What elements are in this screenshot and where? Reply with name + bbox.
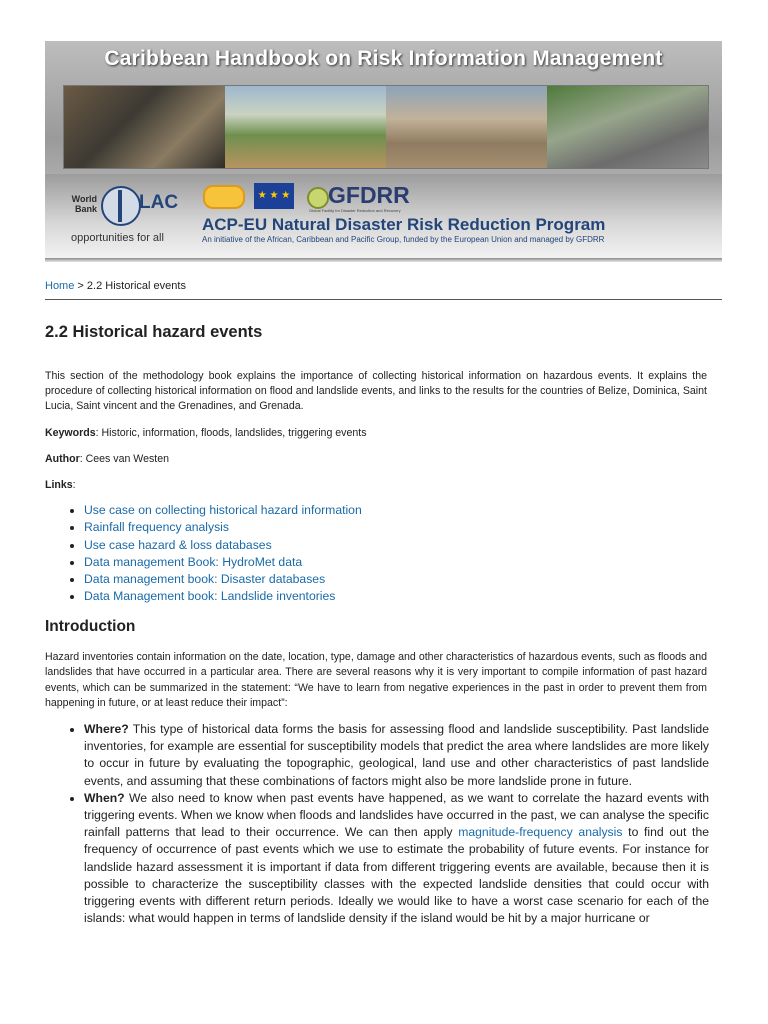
where-text: This type of historical data forms the basis for assessing flood and landslide susceptibility. Past landslide inventories, for example are essential for susceptibility models that predict the area where landslides are more likely to occur in future by evaluating the topographic, geological, land use and other characteristics of past landslide events, and assuming that these combinations of factors might also be more landslide prone in future. [84, 722, 709, 788]
list-item [84, 721, 709, 790]
keywords-label: Keywords [45, 427, 96, 439]
when-label: When? [84, 790, 125, 805]
world-bank-globe-icon [101, 186, 141, 226]
links-list [45, 502, 362, 606]
links-line [45, 479, 76, 491]
banner-shadow [45, 258, 722, 262]
breadcrumb-current: 2.2 Historical events [86, 280, 186, 292]
gfdrr-emblem-icon [307, 187, 329, 209]
list-item [84, 519, 362, 536]
disaster-photo [547, 86, 708, 168]
when-text-2: to find out the frequency of occurrence of past events which we use to estimate the probability of future events. For instance for landslide hazard assessment it is important if data from different triggering events are available, because then it is possible to characterize the susceptibility classes with the expected landslide densities that could occur with triggering events with different return periods. Ideally we would like to have a worst case scenario for each of the islands: what would happen in terms of landslide density if the island would be hit by a major hurricane or [84, 825, 710, 926]
links-label-suffix: : [72, 479, 76, 491]
page-title: 2.2 Historical hazard events [45, 323, 263, 341]
gfdrr-subtitle: Global Facility for Disaster Reduction and Recovery [309, 208, 401, 213]
banner-logos [45, 174, 722, 258]
disaster-photo [225, 86, 386, 168]
magnitude-frequency-link[interactable]: magnitude-frequency analysis [458, 825, 623, 840]
banner-title: Caribbean Handbook on Risk Information Management [104, 47, 663, 70]
introduction-heading: Introduction [45, 618, 136, 635]
introduction-bullets [45, 721, 709, 927]
breadcrumb-divider [45, 299, 722, 300]
introduction-paragraph: Hazard inventories contain information on the date, location, type, damage and other characteristics of hazardous events, such as floods and landslides that have occurred in a particular area. There are several reasons why it is very important to compile information of past hazard events, which can be summarized in the statement: “We have to learn from negative experiences in the past in order to prevent them from happening in future, or at least reduce their impact”: [45, 651, 707, 709]
eu-flag-icon: ★ ★ ★ [254, 183, 294, 209]
disaster-photo [64, 86, 225, 168]
acp-logo-icon [203, 185, 245, 209]
intro-paragraph: This section of the methodology book explains the importance of collecting historical information on hazardous events. It explains the procedure of collecting historical information on flood and landslide events, and links to the results for the countries of Belize, Dominica, Saint Lucia, Saint vincent and the Grenadines, and Grenada. [45, 370, 707, 412]
links-label: Links [45, 479, 73, 491]
link-historical-hazard-use-case[interactable]: Use case on collecting historical hazard information [84, 503, 362, 517]
gfdrr-logo-text: GFDRR [328, 182, 410, 208]
link-rainfall-frequency[interactable]: Rainfall frequency analysis [84, 520, 229, 535]
keywords-value: : Historic, information, floods, landslides, triggering events [95, 427, 367, 439]
list-item [84, 502, 362, 519]
program-subtitle: An initiative of the African, Caribbean and Pacific Group, funded by the European Union and managed by GFDRR [202, 235, 605, 244]
breadcrumb-separator: > [77, 280, 84, 292]
list-item [84, 554, 362, 571]
world-bank-tagline: opportunities for all [71, 232, 164, 244]
program-title: ACP-EU Natural Disaster Risk Reduction Program [202, 215, 606, 234]
link-disaster-databases[interactable]: Data management book: Disaster databases [84, 572, 326, 587]
keywords-line [45, 427, 367, 439]
list-item [84, 790, 709, 928]
breadcrumb-home-link[interactable]: Home [45, 280, 75, 292]
list-item [84, 571, 362, 588]
header-banner [45, 41, 722, 258]
banner-photo-strip [63, 85, 709, 169]
when-text-1: We also need to know when past events have happened, as we want to correlate the hazard events with triggering events. When we know when floods and landslides have occurred in the past, we can analyse the specific rainfall patterns that lead to their occurrence. We can then apply [84, 790, 709, 840]
disaster-photo [386, 86, 547, 168]
link-hazard-loss-databases[interactable]: Use case hazard & loss databases [84, 537, 272, 552]
author-line [45, 453, 169, 465]
link-hydromet-data[interactable]: Data management Book: HydroMet data [84, 554, 303, 569]
list-item [84, 588, 362, 605]
list-item [84, 537, 362, 554]
where-label: Where? [84, 722, 129, 736]
author-value: : Cees van Westen [79, 453, 170, 465]
link-landslide-inventories[interactable]: Data Management book: Landslide inventories [84, 589, 336, 604]
breadcrumb [45, 280, 186, 292]
world-bank-label: World Bank [71, 194, 97, 214]
lac-logo-text: LAC [139, 192, 179, 213]
author-label: Author [45, 453, 80, 465]
